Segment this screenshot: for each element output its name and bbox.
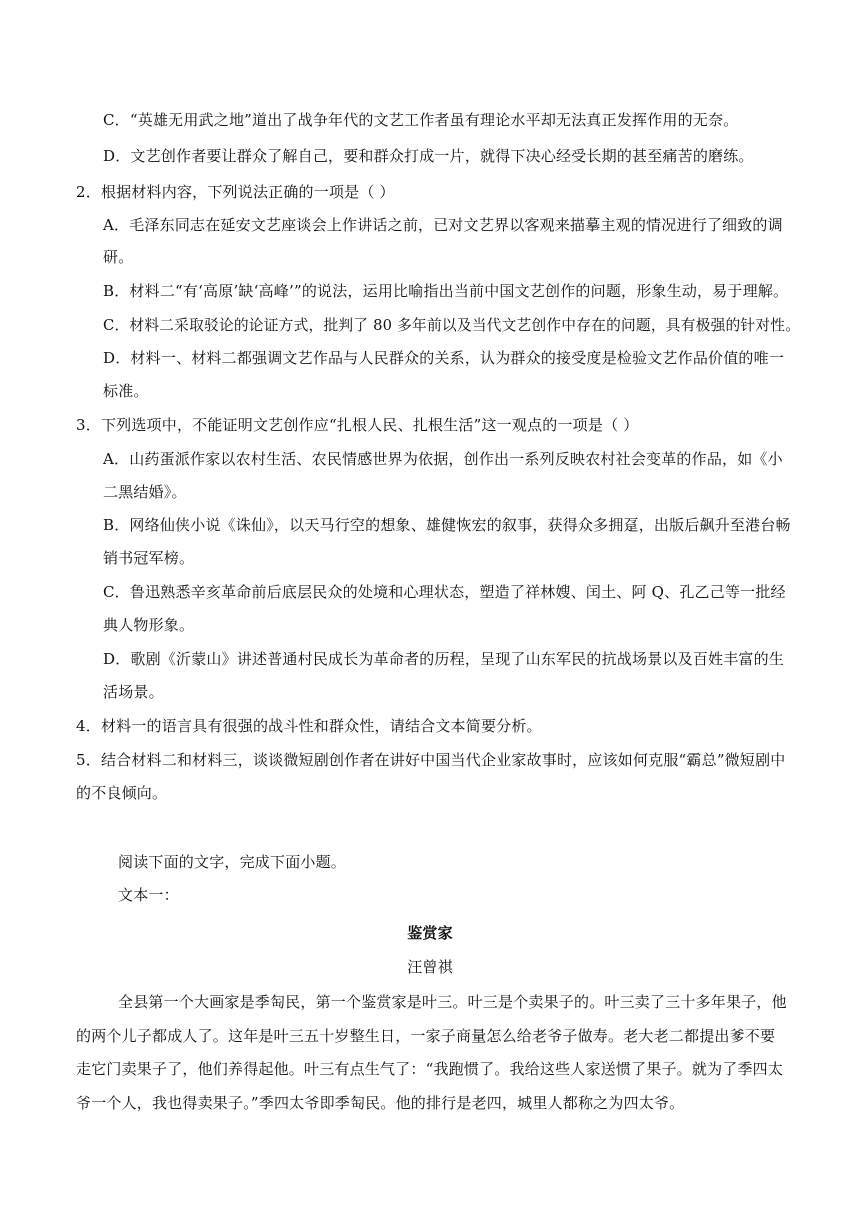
option-2c: C．材料二采取驳论的论证方式，批判了 80 多年前以及当代文艺创作中存在的问题，具有极强的针对性。: [103, 316, 801, 334]
question-4-stem: 4．材料一的语言具有很强的战斗性和群众性，请结合文本简要分析。: [76, 717, 542, 735]
article-title: 鉴赏家: [407, 924, 453, 942]
article-paragraph-line-2: 的两个儿子都成人了。这年是叶三五十岁整生日，一家子商量怎么给老爷子做寿。老大老二都提出爹不要: [76, 1027, 776, 1045]
question-3-stem: 3．下列选项中，不能证明文艺创作应“扎根人民、扎根生活”这一观点的一项是（ ）: [76, 416, 639, 434]
option-2a-cont: 研。: [103, 248, 134, 266]
option-3b: B．网络仙侠小说《诛仙》，以天马行空的想象、雄健恢宏的叙事，获得众多拥趸，出版后飙升至港台畅: [103, 516, 791, 534]
article-author: 汪曾祺: [407, 958, 453, 976]
option-3c: C．鲁迅熟悉辛亥革命前后底层民众的处境和心理状态，塑造了祥林嫂、闰土、阿 Q、孔乙己等一批经: [103, 583, 786, 601]
option-2b: B．材料二“有‘高原’缺‘高峰’”的说法，运用比喻指出当前中国文艺创作的问题，形象生动，易于理解。: [103, 282, 789, 300]
option-2d: D．材料一、材料二都强调文艺作品与人民群众的关系，认为群众的接受度是检验文艺作品价值的唯一: [103, 349, 785, 367]
article-paragraph-line-4: 爷一个人，我也得卖果子。”季四太爷即季匋民。他的排行是老四，城里人都称之为四太爷。: [76, 1094, 685, 1112]
option-1d: D．文艺创作者要让群众了解自己，要和群众打成一片，就得下决心经受长期的甚至痛苦的磨练。: [103, 147, 754, 165]
question-5-stem: 5．结合材料二和材料三，谈谈微短剧创作者在讲好中国当代企业家故事时，应该如何克服“霸总”微短剧中: [76, 751, 786, 769]
reading-intro: 阅读下面的文字，完成下面小题。: [118, 853, 347, 871]
article-paragraph-line-1: 全县第一个大画家是季匋民，第一个鉴赏家是叶三。叶三是个卖果子的。叶三卖了三十多年果子，他: [118, 993, 787, 1011]
question-2-stem: 2．根据材料内容，下列说法正确的一项是（ ）: [76, 183, 395, 201]
option-3b-cont: 销书冠军榜。: [103, 549, 195, 567]
text-label: 文本一：: [118, 886, 179, 904]
option-1c: C．“英雄无用武之地”道出了战争年代的文艺工作者虽有理论水平却无法真正发挥作用的无奈。: [103, 111, 739, 129]
option-3c-cont: 典人物形象。: [103, 616, 195, 634]
question-5-stem-cont: 的不良倾向。: [76, 784, 168, 802]
option-3a: A．山药蛋派作家以农村生活、农民情感世界为依据，创作出一系列反映农村社会变革的作品，如《小: [103, 450, 783, 468]
option-3d-cont: 活场景。: [103, 683, 164, 701]
article-paragraph-line-3: 走它门卖果子了，他们养得起他。叶三有点生气了：“我跑惯了。我给这些人家送惯了果子。就为了季四太: [76, 1060, 784, 1078]
option-2a: A．毛泽东同志在延安文艺座谈会上作讲话之前，已对文艺界以客观来描摹主观的情况进行了细致的调: [103, 216, 783, 234]
option-3a-cont: 二黑结婚》。: [103, 483, 187, 501]
option-3d: D．歌剧《沂蒙山》讲述普通村民成长为革命者的历程，呈现了山东军民的抗战场景以及百姓丰富的生: [103, 650, 785, 668]
option-2d-cont: 标准。: [103, 382, 149, 400]
